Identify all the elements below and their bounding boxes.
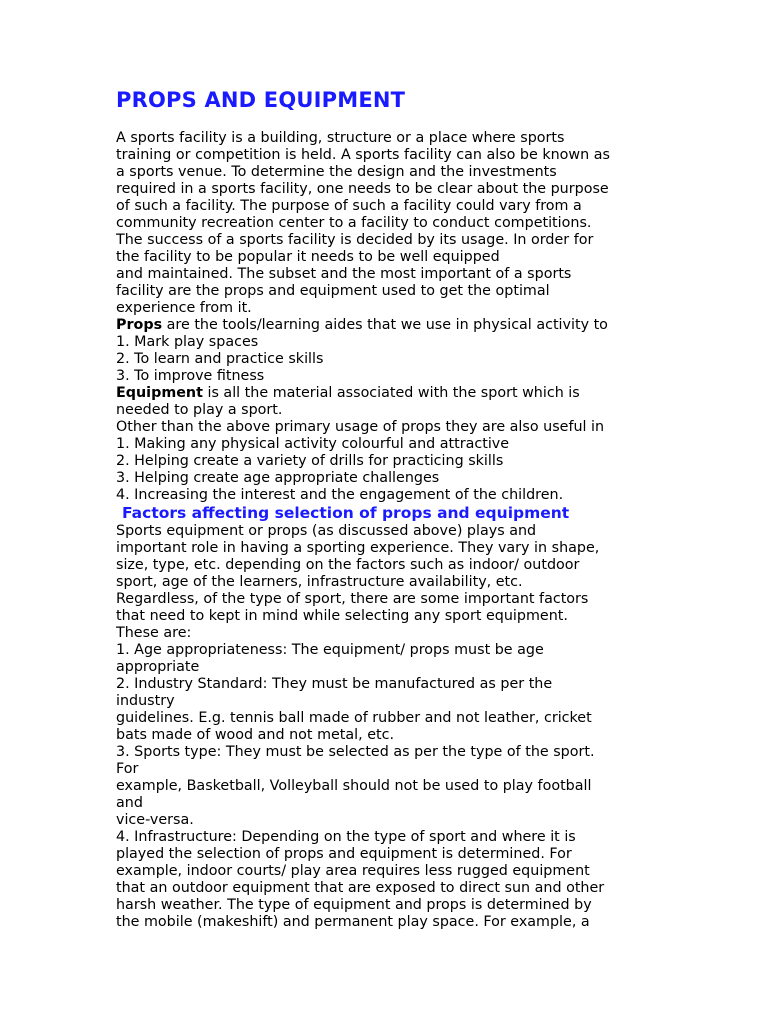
document-body [116,130,664,931]
equipment-section [116,385,664,504]
list-item: 3. Helping create age appropriate challenges [116,470,440,486]
factors-line: These are: [116,625,192,641]
factors-line: vice-versa. [116,812,194,828]
factors-line: important role in having a sporting experience. They vary in shape, [116,540,600,556]
props-definition: are the tools/learning aides that we use in physical activity to [162,317,608,333]
list-item: 2. To learn and practice skills [116,351,324,367]
page-title: PROPS AND EQUIPMENT [116,88,406,112]
document-page [116,86,664,931]
factors-line: and [116,795,143,811]
equipment-term: Equipment [116,385,203,401]
section-heading: Factors affecting selection of props and equipment [122,504,570,522]
factors-line: 4. Infrastructure: Depending on the type of sport and where it is [116,829,576,845]
intro-line: a sports venue. To determine the design and the investments [116,164,557,180]
intro-line: experience from it. [116,300,252,316]
intro-line: training or competition is held. A sports facility can also be known as [116,147,610,163]
factors-line: sport, age of the learners, infrastructure availability, etc. [116,574,523,590]
intro-line: community recreation center to a facility to conduct competitions. [116,215,592,231]
list-item: 4. Increasing the interest and the engagement of the children. [116,487,564,503]
factors-line: bats made of wood and not metal, etc. [116,727,395,743]
equipment-line: needed to play a sport. [116,402,283,418]
factors-line: size, type, etc. depending on the factors such as indoor/ outdoor [116,557,580,573]
intro-line: and maintained. The subset and the most important of a sports [116,266,572,282]
factors-line: Regardless, of the type of sport, there are some important factors [116,591,589,607]
props-definition-line [116,317,664,334]
props-section [116,317,664,385]
intro-line: The success of a sports facility is decided by its usage. In order for [116,232,594,248]
equipment-line: Other than the above primary usage of props they are also useful in [116,419,605,435]
factors-line: example, indoor courts/ play area requires less rugged equipment [116,863,590,879]
factors-line: the mobile (makeshift) and permanent play space. For example, a [116,914,590,930]
factors-line: that need to kept in mind while selecting any sport equipment. [116,608,568,624]
factors-line: Sports equipment or props (as discussed above) plays and [116,523,537,539]
list-item: 1. Mark play spaces [116,334,259,350]
factors-line: 1. Age appropriateness: The equipment/ props must be age [116,642,544,658]
equipment-definition-line [116,385,664,402]
intro-line: of such a facility. The purpose of such a facility could vary from a [116,198,582,214]
list-item: 2. Helping create a variety of drills for practicing skills [116,453,504,469]
factors-line: industry [116,693,175,709]
intro-line: A sports facility is a building, structure or a place where sports [116,130,565,146]
list-item: 1. Making any physical activity colourful and attractive [116,436,510,452]
intro-line: required in a sports facility, one needs to be clear about the purpose [116,181,609,197]
list-item: 3. To improve fitness [116,368,265,384]
factors-line: guidelines. E.g. tennis ball made of rubber and not leather, cricket [116,710,592,726]
intro-line: the facility to be popular it needs to be well equipped [116,249,500,265]
equipment-definition: is all the material associated with the sport which is [202,385,580,401]
factors-line: appropriate [116,659,200,675]
factors-line: harsh weather. The type of equipment and props is determined by [116,897,592,913]
intro-paragraph [116,130,664,317]
factors-line: For [116,761,139,777]
factors-line: 2. Industry Standard: They must be manufactured as per the [116,676,553,692]
factors-line: that an outdoor equipment that are exposed to direct sun and other [116,880,605,896]
intro-line: facility are the props and equipment used to get the optimal [116,283,550,299]
factors-line: played the selection of props and equipment is determined. For [116,846,572,862]
factors-section [116,523,664,931]
factors-line: 3. Sports type: They must be selected as per the type of the sport. [116,744,595,760]
props-term: Props [116,317,163,333]
factors-line: example, Basketball, Volleyball should not be used to play football [116,778,592,794]
